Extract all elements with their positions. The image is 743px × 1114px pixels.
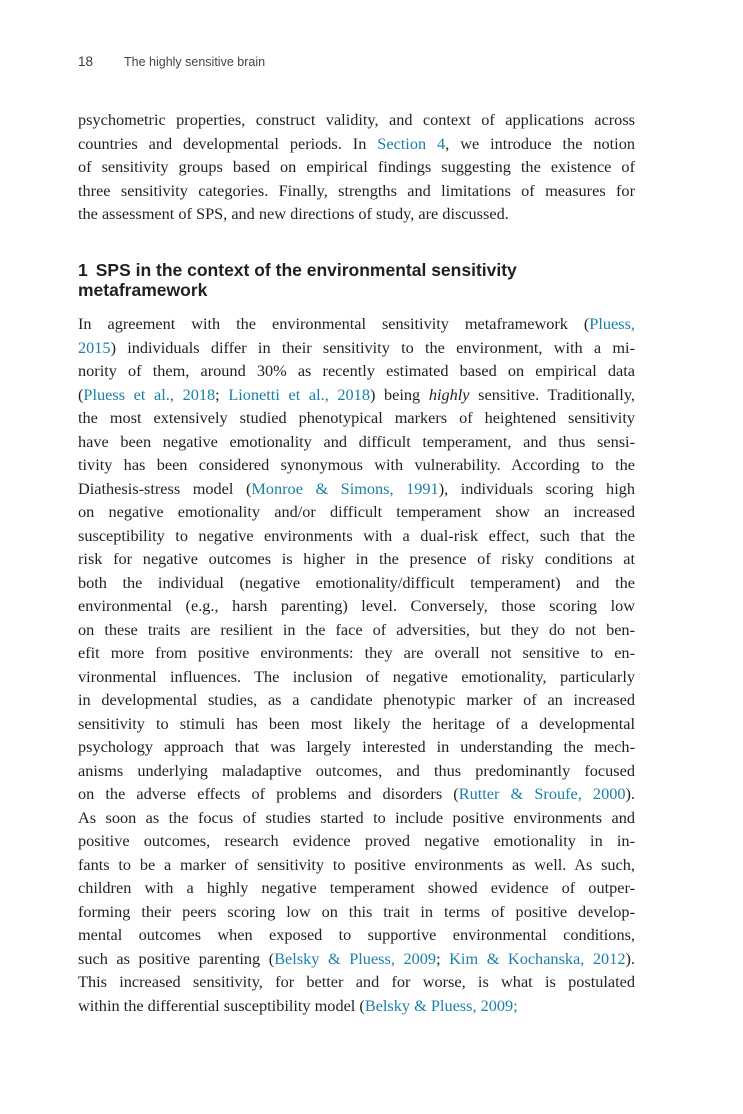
text-run: on negative emotionality and/or difficult temperament show an increased: [78, 502, 635, 521]
running-head-title: The highly sensitive brain: [124, 55, 266, 69]
text-line: [78, 155, 635, 179]
text-line: [78, 994, 635, 1018]
text-run: both the individual (negative emotionality/difficult temperament) and the: [78, 572, 635, 592]
text-run: fants to be a marker of sensitivity to positive environments as well. As such,: [78, 854, 635, 874]
text-run: the assessment of SPS, and new directions of study, are discussed.: [78, 204, 509, 223]
text-line: [78, 876, 635, 900]
citation-link[interactable]: Lionetti et al., 2018: [228, 384, 370, 404]
running-header: [78, 54, 265, 69]
text-line: [78, 547, 635, 571]
text-line: [78, 782, 635, 806]
text-line: [78, 594, 635, 618]
text-line: [78, 453, 635, 477]
text-run: anisms underlying maladaptive outcomes, and thus predominantly focused: [78, 760, 635, 780]
text-line: [78, 524, 635, 548]
text-run: such as positive parenting (: [78, 948, 275, 968]
text-run: psychology approach that was largely interested in understanding the mech-: [78, 737, 635, 756]
text-run: mental outcomes when exposed to supportive environmental conditions,: [78, 925, 635, 944]
text-run: This increased sensitivity, for better and for worse, is what is postulated: [78, 972, 635, 991]
text-run: , we introduce the notion: [445, 133, 635, 153]
text-line: [78, 829, 635, 853]
citation-link[interactable]: Belsky & Pluess, 2009: [274, 948, 437, 968]
citation-link[interactable]: Belsky & Pluess, 2009;: [364, 995, 518, 1015]
text-run: countries and developmental periods. In: [78, 133, 378, 153]
body-paragraph: [78, 312, 635, 1017]
text-run: tivity has been considered synonymous with vulnerability. According to the: [78, 455, 635, 474]
intro-paragraph: [78, 108, 635, 226]
text-line: [78, 571, 635, 595]
text-line: [78, 108, 635, 132]
text-run: As soon as the focus of studies started to include positive environments and: [78, 807, 635, 827]
text-line: [78, 641, 635, 665]
text-run: ).: [625, 784, 635, 803]
text-line: [78, 383, 635, 407]
text-run: of sensitivity groups based on empirical findings suggesting the existence of: [78, 157, 635, 176]
text-line: [78, 312, 635, 336]
text-line: [78, 132, 635, 156]
text-run: ;: [215, 384, 229, 404]
emphasis-text: highly: [428, 384, 470, 404]
text-line: [78, 688, 635, 712]
text-line: [78, 336, 635, 360]
text-run: the most extensively studied phenotypical markers of heightened sensitivity: [78, 408, 635, 427]
citation-link[interactable]: Section 4: [377, 133, 446, 153]
text-run: environmental (e.g., harsh parenting) level. Conversely, those scoring low: [78, 596, 635, 615]
text-line: [78, 806, 635, 830]
text-run: In agreement with the environmental sensitivity metaframework (: [78, 314, 590, 333]
text-line: [78, 970, 635, 994]
text-line: [78, 477, 635, 501]
citation-link[interactable]: Monroe & Simons, 1991: [251, 478, 439, 498]
text-run: three sensitivity categories. Finally, strengths and limitations of measures for: [78, 180, 635, 200]
section-heading: [78, 260, 638, 300]
text-run: positive outcomes, research evidence proved negative emotionality in in-: [78, 831, 635, 850]
text-run: ;: [436, 948, 450, 968]
text-line: [78, 359, 635, 383]
text-line: [78, 759, 635, 783]
text-line: [78, 202, 635, 226]
page-number: 18: [78, 54, 94, 69]
text-run: nority of them, around 30% as recently estimated based on empirical data: [78, 361, 635, 380]
text-run: sensitive. Traditionally,: [469, 384, 635, 404]
text-run: in developmental studies, as a candidate phenotypic marker of an increased: [78, 690, 635, 709]
text-run: have been negative emotionality and difficult temperament, and thus sensi-: [78, 431, 635, 451]
text-run: (: [78, 384, 84, 404]
text-line: [78, 853, 635, 877]
text-line: [78, 430, 635, 454]
text-run: ) individuals differ in their sensitivity to the environment, with a mi-: [110, 337, 635, 357]
citation-link[interactable]: Pluess et al., 2018: [83, 384, 216, 404]
text-line: [78, 179, 635, 203]
text-run: within the differential susceptibility model (: [78, 995, 365, 1015]
text-run: vironmental influences. The inclusion of negative emotionality, particularly: [78, 666, 635, 686]
section-title-line-1: SPS in the context of the environmental sensitivity: [95, 260, 517, 280]
text-run: efit more from positive environments: they are overall not sensitive to en-: [78, 643, 635, 662]
text-run: ), individuals scoring high: [438, 478, 636, 498]
text-run: on the adverse effects of problems and disorders (: [78, 784, 459, 803]
text-run: psychometric properties, construct validity, and context of applications across: [78, 110, 635, 129]
text-run: on these traits are resilient in the face of adversities, but they do not ben-: [78, 619, 635, 639]
text-run: susceptibility to negative environments with a dual-risk effect, such that the: [78, 525, 635, 545]
text-run: forming their peers scoring low on this trait in terms of positive develop-: [78, 901, 635, 921]
section-number: 1: [78, 260, 88, 280]
text-run: children with a highly negative temperament showed evidence of outper-: [78, 878, 635, 897]
text-line: [78, 900, 635, 924]
text-line: [78, 712, 635, 736]
text-line: [78, 735, 635, 759]
text-line: [78, 500, 635, 524]
section-title-line-2: metaframework: [78, 280, 208, 300]
citation-link[interactable]: Kim & Kochanska, 2012: [449, 948, 626, 968]
citation-link[interactable]: Rutter & Sroufe, 2000: [458, 784, 626, 803]
text-line: [78, 665, 635, 689]
text-run: risk for negative outcomes is higher in the presence of risky conditions at: [78, 549, 635, 568]
citation-link[interactable]: Pluess,: [589, 314, 635, 333]
citation-link[interactable]: 2015: [78, 337, 111, 357]
text-run: sensitivity to stimuli has been most likely the heritage of a developmental: [78, 713, 635, 733]
text-line: [78, 947, 635, 971]
text-line: [78, 406, 635, 430]
text-line: [78, 618, 635, 642]
text-run: ).: [625, 948, 635, 968]
text-run: Diathesis-stress model (: [78, 478, 252, 498]
text-line: [78, 923, 635, 947]
text-run: ) being: [369, 384, 429, 404]
